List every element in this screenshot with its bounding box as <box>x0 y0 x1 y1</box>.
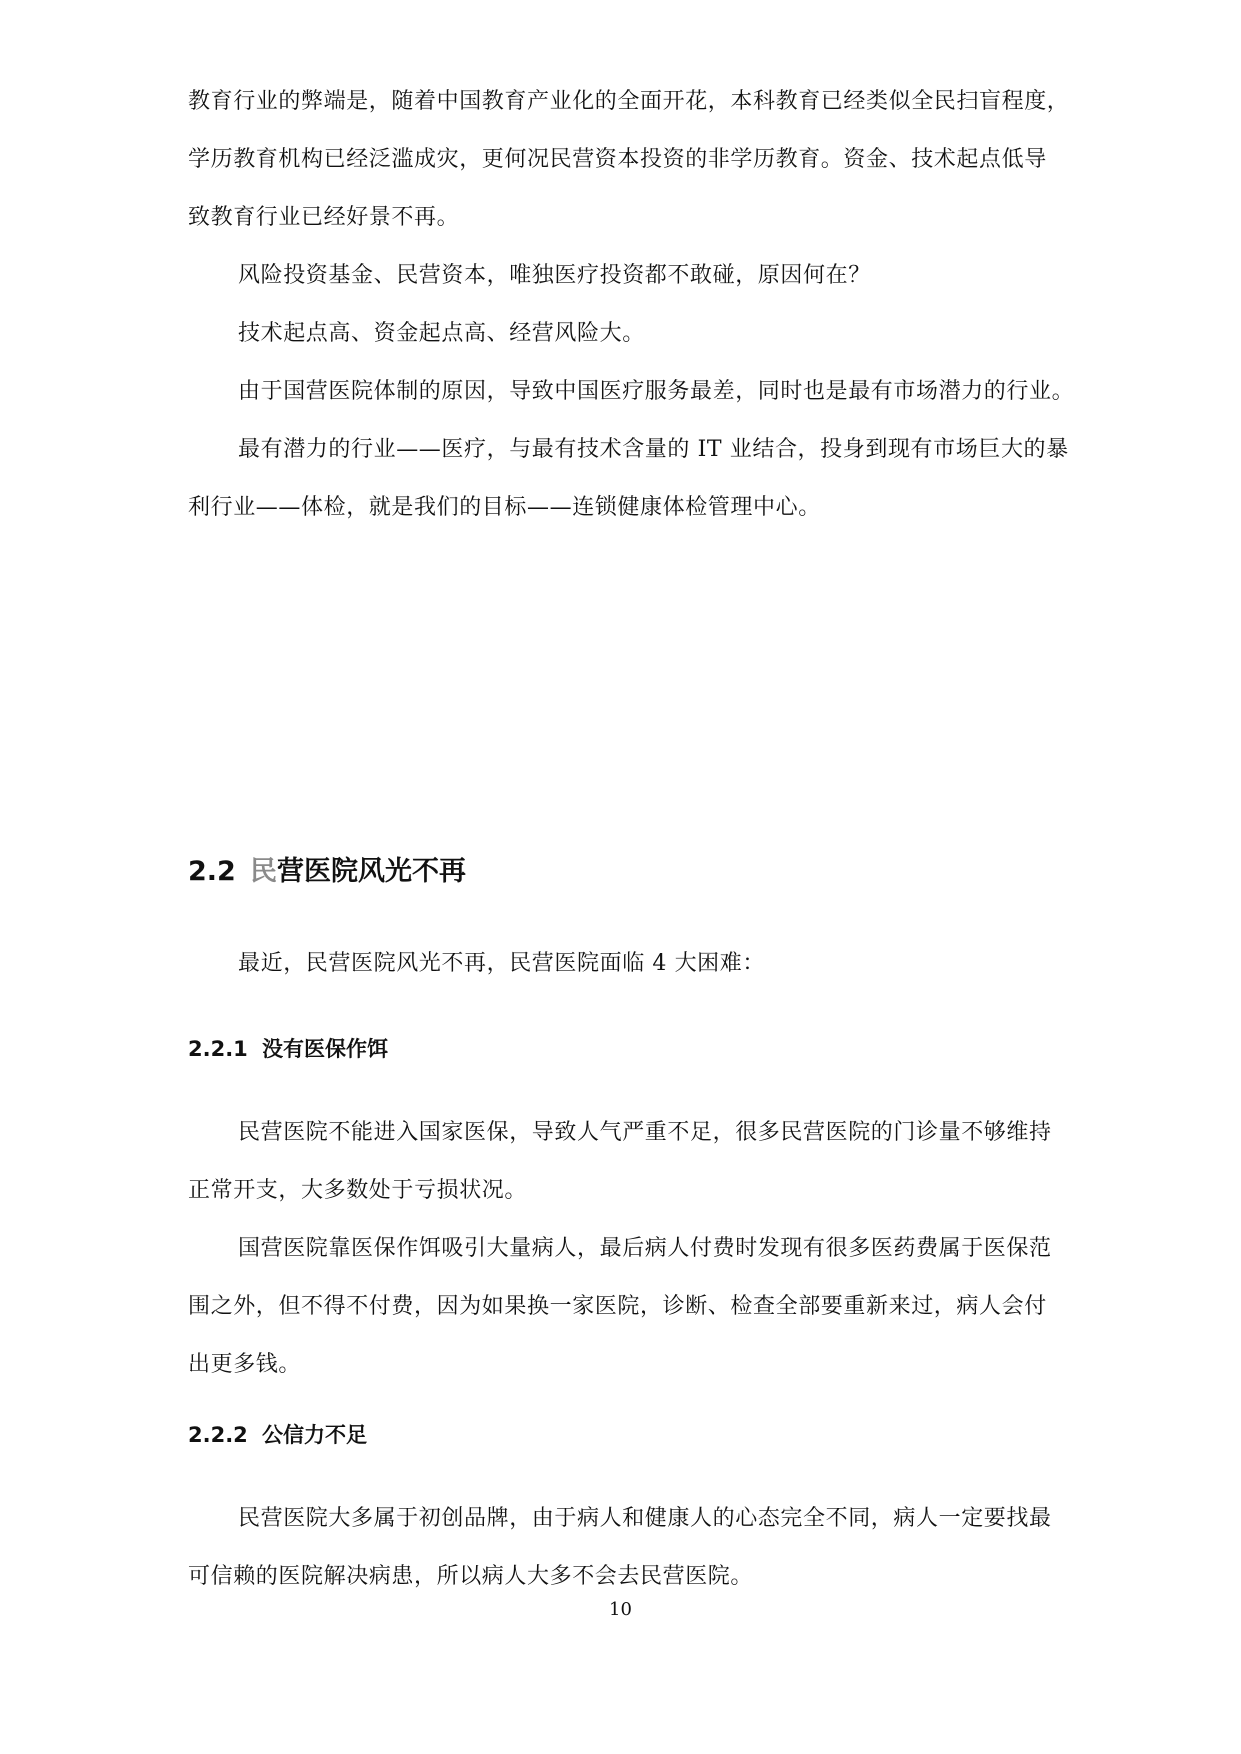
page-number: 10 <box>609 1599 632 1620</box>
paragraph-line: 学历教育机构已经泛滥成灾，更何况民营资本投资的非学历教育。资金、技术起点低导 <box>188 147 1047 172</box>
paragraph-line: 民营医院不能进入国家医保，导致人气严重不足，很多民营医院的门诊量不够维持 <box>238 1120 1052 1145</box>
subsection-2-text <box>188 1490 1138 1606</box>
section-title-first-char: 民 <box>250 856 277 887</box>
paragraph-line: 民营医院大多属于初创品牌，由于病人和健康人的心态完全不同，病人一定要找最 <box>238 1506 1052 1531</box>
paragraph-line: 利行业——体检，就是我们的目标——连锁健康体检管理中心。 <box>188 495 821 520</box>
section-intro <box>188 935 1138 993</box>
section-number: 2.2 <box>188 856 236 887</box>
subsection-number: 2.2.1 <box>188 1037 248 1061</box>
paragraph-line: 教育行业的弊端是，随着中国教育产业化的全面开花，本科教育已经类似全民扫盲程度， <box>188 89 1070 114</box>
paragraph-line: 围之外，但不得不付费，因为如果换一家医院，诊断、检查全部要重新来过，病人会付 <box>188 1294 1047 1319</box>
subsection-heading <box>188 1419 367 1451</box>
subsection-number: 2.2.2 <box>188 1423 248 1447</box>
subsection-title: 没有医保作饵 <box>262 1037 388 1061</box>
paragraph: 技术起点高、资金起点高、经营风险大。 <box>238 321 645 346</box>
paragraph: 风险投资基金、民营资本，唯独医疗投资都不敢碰，原因何在？ <box>238 263 871 288</box>
subsection-heading <box>188 1033 388 1065</box>
paragraph-line: 致教育行业已经好景不再。 <box>188 205 460 230</box>
paragraph-line: 国营医院靠医保作饵吸引大量病人，最后病人付费时发现有很多医药费属于医保范 <box>238 1236 1052 1261</box>
subsection-1-text <box>188 1104 1138 1394</box>
paragraph-line: 出更多钱。 <box>188 1352 302 1377</box>
paragraph-line: 可信赖的医院解决病患，所以病人大多不会去民营医院。 <box>188 1564 754 1589</box>
paragraph-line: 正常开支，大多数处于亏损状况。 <box>188 1178 528 1203</box>
subsection-title: 公信力不足 <box>262 1423 367 1447</box>
section-title: 营医院风光不再 <box>277 856 466 887</box>
paragraph: 由于国营医院体制的原因，导致中国医疗服务最差，同时也是最有市场潜力的行业。 <box>238 379 1075 404</box>
intro-text <box>188 73 1138 537</box>
section-heading <box>188 852 466 892</box>
paragraph: 最近，民营医院风光不再，民营医院面临 4 大困难： <box>238 951 765 976</box>
paragraph-line: 最有潜力的行业——医疗，与最有技术含量的 IT 业结合，投身到现有市场巨大的暴 <box>238 437 1069 462</box>
